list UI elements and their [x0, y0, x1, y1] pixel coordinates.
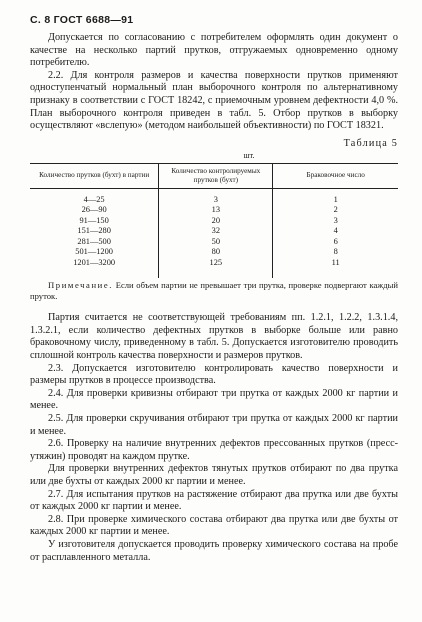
cell-lot-size: 91—150 [79, 215, 109, 225]
cell-rejection-number: 6 [273, 237, 398, 248]
cell-sample-size: 32 [159, 226, 273, 237]
document-page [30, 14, 398, 564]
cell-rejection-number: 1 [273, 188, 398, 205]
cell-lot-size: 281—500 [77, 236, 111, 246]
paragraph-2-5: 2.5. Для проверки скручивания отбирают три прутка от каждых 2000 кг партии и менее. [30, 413, 398, 437]
paragraph-nonconformity: Партия считается не соответствующей требованиям пп. 1.2.1, 1.2.2, 1.3.1.4, 1.3.2.1, если количество дефектных прутков в выборке больше или равно браковочному числу, приведенному в табл. 5. Допускается изготовителю проводить сплошной контроль качества поверхности и размеров прутков. [30, 312, 398, 362]
table-row [30, 205, 398, 216]
note-label: Примечание. [48, 280, 114, 291]
table-header-row [30, 163, 398, 188]
table-note [30, 280, 398, 302]
cell-lot-size: 4—25 [83, 194, 105, 204]
cell-rejection-number: 4 [273, 226, 398, 237]
table-row [30, 258, 398, 279]
cell-sample-size: 125 [159, 258, 273, 279]
paragraph-2-4: 2.4. Для проверки кривизны отбирают три прутка от каждых 2000 кг партии и менее. [30, 387, 398, 412]
cell-sample-size: 20 [159, 216, 273, 227]
cell-sample-size: 13 [159, 205, 273, 216]
note-text: Если объем партии не превышает три прутка, проверке подвергают каждый пруток. [30, 280, 398, 302]
paragraph-2-6: 2.6. Проверку на наличие внутренних дефектов прессованных прутков (пресс-утяжин) проводят на каждом прутке. [30, 438, 398, 462]
header-lot-size: Количество прутков (бухт) в партии [30, 163, 159, 188]
cell-rejection-number: 3 [273, 216, 398, 227]
table-caption: Таблица 5 [343, 137, 398, 149]
sampling-plan-table [30, 163, 398, 279]
cell-rejection-number: 11 [273, 258, 398, 279]
header-sample-size: Количество контролируемых прутков (бухт) [159, 163, 273, 188]
paragraph-2-2: 2.2. Для контроля размеров и качества поверхности прутков применяют одноступенчатый нормальный план выборочного контроля по альтернативному признаку в соответствии с ГОСТ 18242, с приемочным уровнем дефектности 4,0 %. План выборочного контроля приведен в табл. 5. Отбор прутков в выборку осуществляют «вслепую» (методом наибольшей объективности) по ГОСТ 18321. [30, 69, 398, 132]
cell-sample-size: 50 [159, 237, 273, 248]
cell-rejection-number: 2 [273, 205, 398, 216]
cell-lot-size: 1201—3200 [73, 257, 116, 267]
cell-sample-size: 3 [159, 188, 273, 205]
cell-lot-size: 501—1200 [75, 247, 113, 257]
paragraph-1: Допускается по согласованию с потребителем оформлять один документ о качестве на несколько партий прутков, отгружаемых одновременно одному потребителю. [30, 32, 398, 69]
page-header: С. 8 ГОСТ 6688—91 [30, 14, 134, 26]
paragraph-2-3: 2.3. Допускается изготовителю контролировать качество поверхности и размеры прутков в процессе производства. [30, 362, 398, 387]
cell-sample-size: 80 [159, 247, 273, 258]
table-row [30, 216, 398, 227]
paragraph-melt-sample: У изготовителя допускается проводить проверку химического состава на пробе от расплавленного металла. [30, 538, 398, 563]
cell-lot-size: 26—90 [81, 205, 107, 215]
cell-rejection-number: 8 [273, 247, 398, 258]
paragraph-drawn-rods: Для проверки внутренних дефектов тянутых прутков отбирают по два прутка или две бухты от каждых 2000 кг партии и менее. [30, 463, 398, 487]
table-row [30, 226, 398, 237]
header-rejection-number: Браковочное число [273, 163, 398, 188]
paragraph-2-8: 2.8. При проверке химического состава отбирают два прутка или две бухты от каждых 2000 кг партии и менее. [30, 513, 398, 538]
cell-lot-size: 151—280 [77, 226, 111, 236]
table-row [30, 188, 398, 205]
table-units: шт. [243, 150, 255, 160]
paragraph-2-7: 2.7. Для испытания прутков на растяжение отбирают два прутка или две бухты от каждых 2000 кг партии и менее. [30, 488, 398, 513]
table-row [30, 237, 398, 248]
table-row [30, 247, 398, 258]
